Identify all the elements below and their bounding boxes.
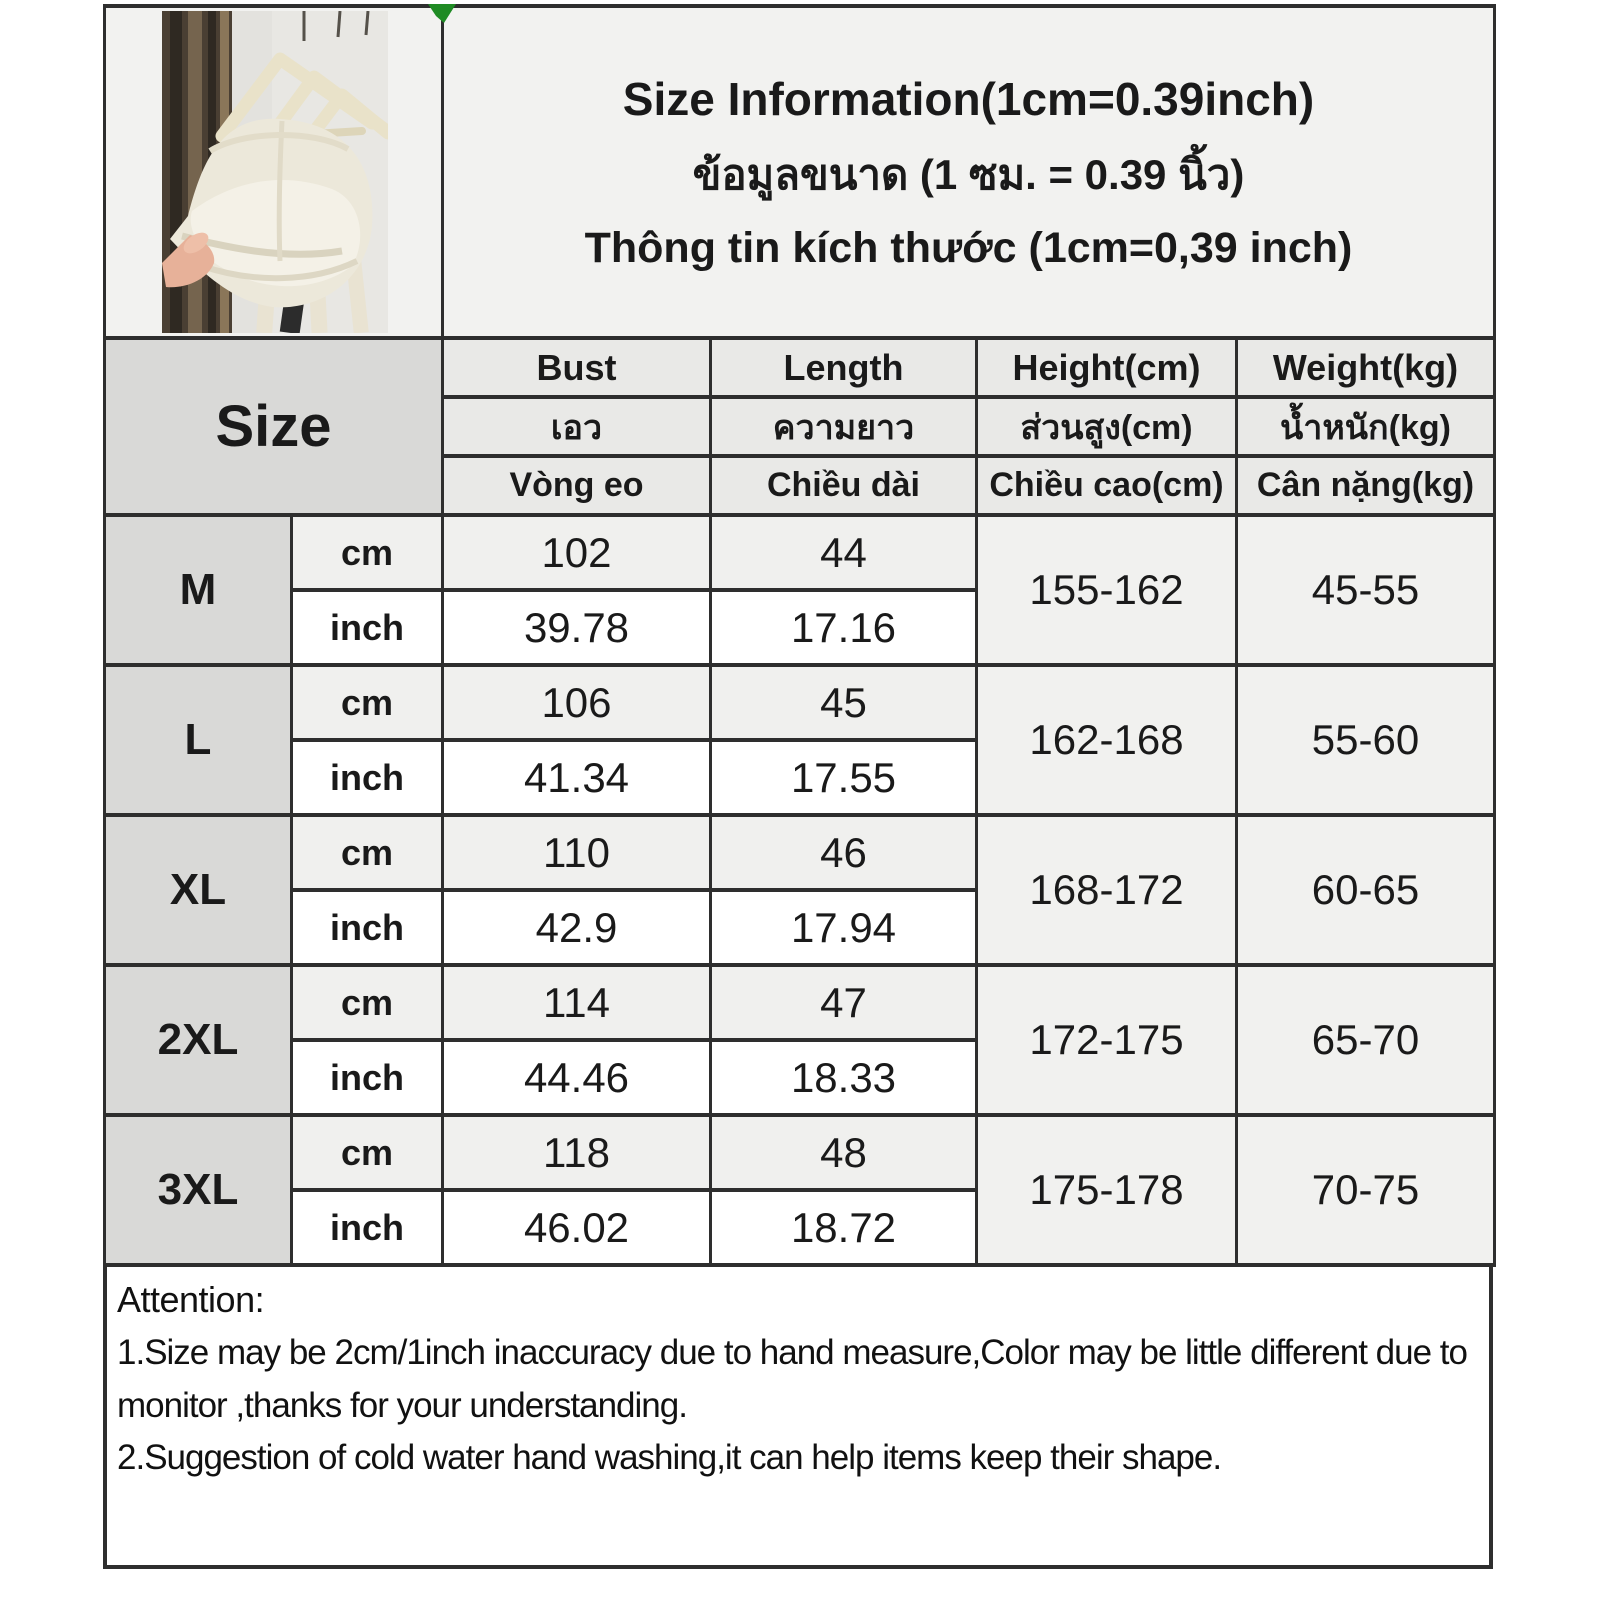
table-row-m-cm [105,515,1495,590]
length-cm-value: 44 [711,515,977,590]
attention-note-1: 1.Size may be 2cm/1inch inaccuracy due to hand measure,Color may be little different due to monitor ,thanks for your understanding. [117,1333,1467,1425]
attention-box [103,1263,1493,1569]
weight-range-value: 60-65 [1237,815,1495,965]
bust-inch-value: 42.9 [443,890,711,965]
header-bust-en: Bust [443,338,711,397]
bust-cm-value: 102 [443,515,711,590]
unit-cm-label: cm [292,515,443,590]
height-range-value: 155-162 [977,515,1237,665]
size-label: XL [105,815,292,965]
length-inch-value: 18.33 [711,1040,977,1115]
bust-inch-value: 44.46 [443,1040,711,1115]
product-photo [110,8,437,336]
height-range-value: 162-168 [977,665,1237,815]
length-cm-value: 46 [711,815,977,890]
header-weight-en: Weight(kg) [1237,338,1495,397]
size-table [103,4,1496,1267]
size-label: L [105,665,292,815]
bust-inch-value: 46.02 [443,1190,711,1265]
bust-cm-value: 114 [443,965,711,1040]
weight-range-value: 65-70 [1237,965,1495,1115]
header-bust-vi: Vòng eo [443,456,711,515]
weight-range-value: 70-75 [1237,1115,1495,1265]
product-photo-cell [105,6,443,338]
header-length-th: ความยาว [711,397,977,456]
length-inch-value: 17.55 [711,740,977,815]
height-range-value: 172-175 [977,965,1237,1115]
bust-cm-value: 110 [443,815,711,890]
unit-cm-label: cm [292,965,443,1040]
unit-inch-label: inch [292,740,443,815]
attention-heading: Attention: [117,1279,265,1320]
size-label: 2XL [105,965,292,1115]
header-length-vi: Chiều dài [711,456,977,515]
size-info-title-th: ข้อมูลขนาด (1 ซม. = 0.39 นิ้ว) [692,150,1245,198]
bust-inch-value: 39.78 [443,590,711,665]
header-height-th: ส่วนสูง(cm) [977,397,1237,456]
unit-cm-label: cm [292,1115,443,1190]
unit-cm-label: cm [292,665,443,740]
height-range-value: 168-172 [977,815,1237,965]
size-info-title-en: Size Information(1cm=0.39inch) [622,72,1315,125]
size-chart-sheet [103,4,1493,1569]
bust-inch-value: 41.34 [443,740,711,815]
length-inch-value: 18.72 [711,1190,977,1265]
unit-cm-label: cm [292,815,443,890]
header-bust-th: เอว [443,397,711,456]
unit-inch-label: inch [292,1190,443,1265]
unit-inch-label: inch [292,1040,443,1115]
header-weight-th: น้ำหนัก(kg) [1237,397,1495,456]
table-row-2xl-cm [105,965,1495,1040]
unit-inch-label: inch [292,590,443,665]
header-height-vi: Chiều cao(cm) [977,456,1237,515]
length-inch-value: 17.94 [711,890,977,965]
header-row-en [105,338,1495,397]
length-cm-value: 48 [711,1115,977,1190]
weight-range-value: 55-60 [1237,665,1495,815]
length-inch-value: 17.16 [711,590,977,665]
bust-cm-value: 118 [443,1115,711,1190]
height-range-value: 175-178 [977,1115,1237,1265]
table-row-xl-cm [105,815,1495,890]
header-weight-vi: Cân nặng(kg) [1237,456,1495,515]
size-info-title-cell [443,6,1495,338]
length-cm-value: 47 [711,965,977,1040]
size-label: M [105,515,292,665]
weight-range-value: 45-55 [1237,515,1495,665]
length-cm-value: 45 [711,665,977,740]
unit-inch-label: inch [292,890,443,965]
product-photo-image [162,11,388,333]
attention-note-2: 2.Suggestion of cold water hand washing,it can help items keep their shape. [117,1438,1222,1477]
table-row-3xl-cm [105,1115,1495,1190]
size-info-title-vi: Thông tin kích thước (1cm=0,39 inch) [584,223,1353,272]
green-corner-badge [424,4,456,23]
title-row [105,6,1495,338]
header-length-en: Length [711,338,977,397]
bust-cm-value: 106 [443,665,711,740]
table-row-l-cm [105,665,1495,740]
header-height-en: Height(cm) [977,338,1237,397]
size-label: 3XL [105,1115,292,1265]
size-header-cell: Size [105,338,443,515]
